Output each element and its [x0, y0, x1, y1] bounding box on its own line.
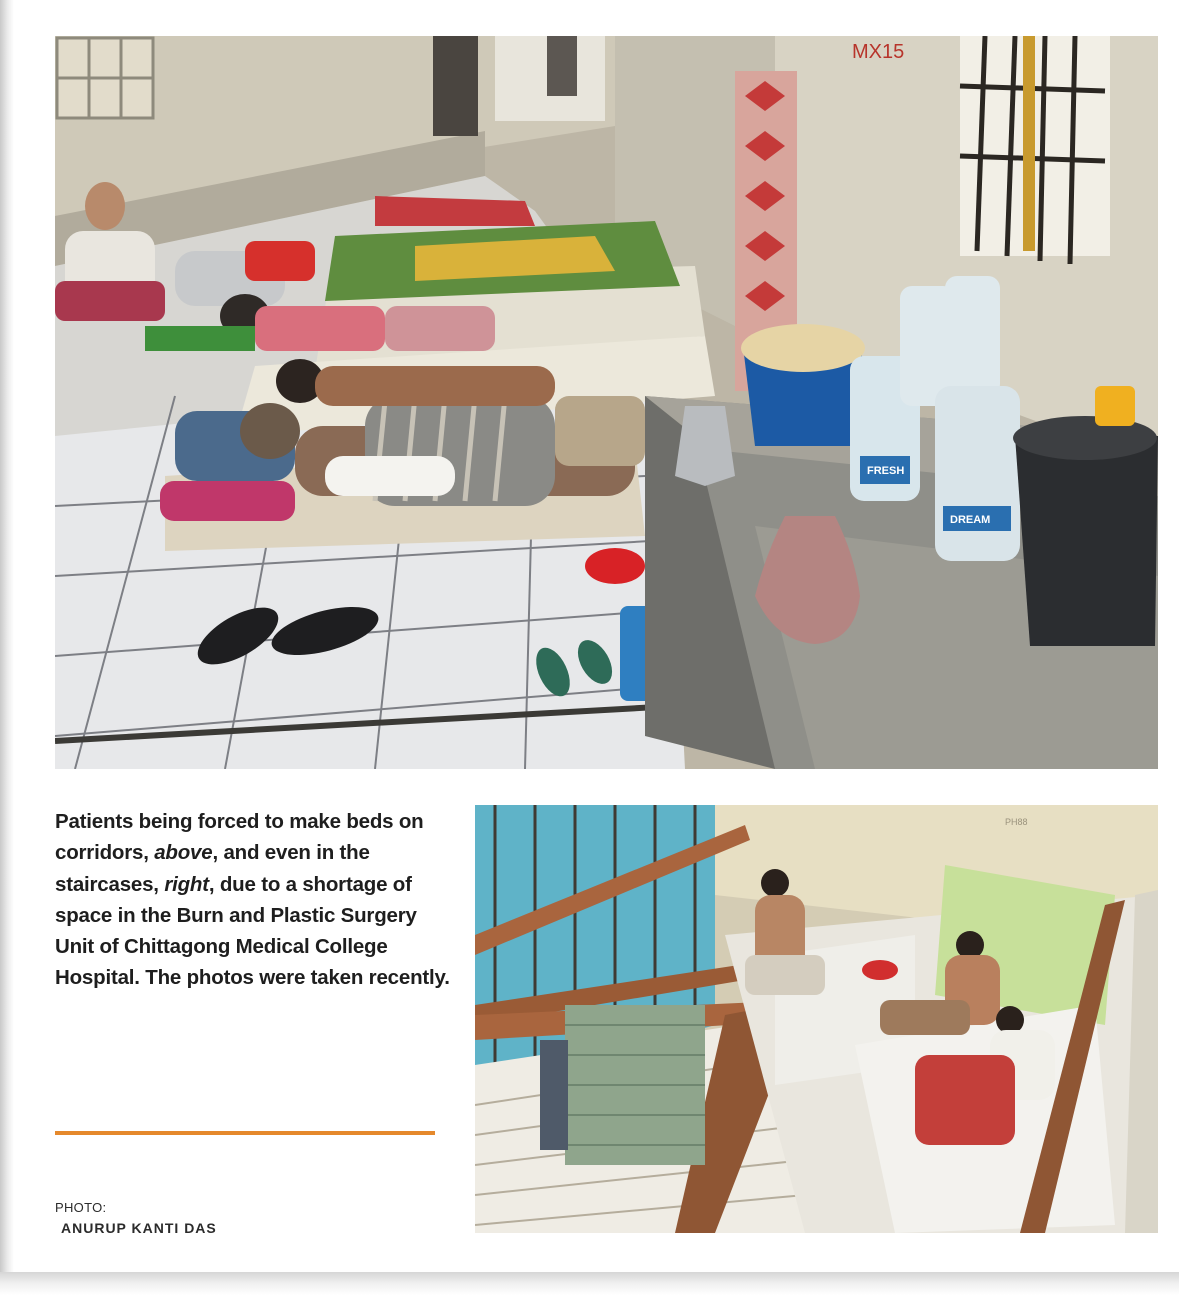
caption-text-part1: Patients being forced to make beds on corridors, [55, 810, 424, 865]
wall-mark-text: MX15 [852, 41, 905, 63]
page-edge-shadow-bottom [0, 1272, 1179, 1295]
caption-emphasis-right: right [164, 872, 209, 896]
corridor-scene [55, 36, 1158, 769]
caption-emphasis-above: above [154, 841, 213, 865]
accent-divider [55, 1131, 435, 1135]
caption-text-part2: , and even in the staircases, [55, 841, 370, 896]
photo-caption [55, 806, 455, 994]
page-edge-shadow-left [0, 0, 14, 1280]
staircase-scene [475, 805, 1158, 1233]
corridor-photo [55, 36, 1158, 769]
staircase-photo [475, 805, 1158, 1233]
photo-credit-name: ANURUP KANTI DAS [61, 1220, 217, 1236]
bottle-label-dream: DREAM [950, 514, 991, 526]
bottle-label-fresh: FRESH [867, 465, 905, 477]
caption-text-part3: , due to a shortage of space in the Burn and Plastic Surgery Unit of Chittagong Medical College Hospital. The photos were taken recently. [55, 872, 450, 990]
wall-mark-text-right: PH88 [1005, 817, 1028, 827]
photo-credit-label: PHOTO: [55, 1200, 107, 1215]
